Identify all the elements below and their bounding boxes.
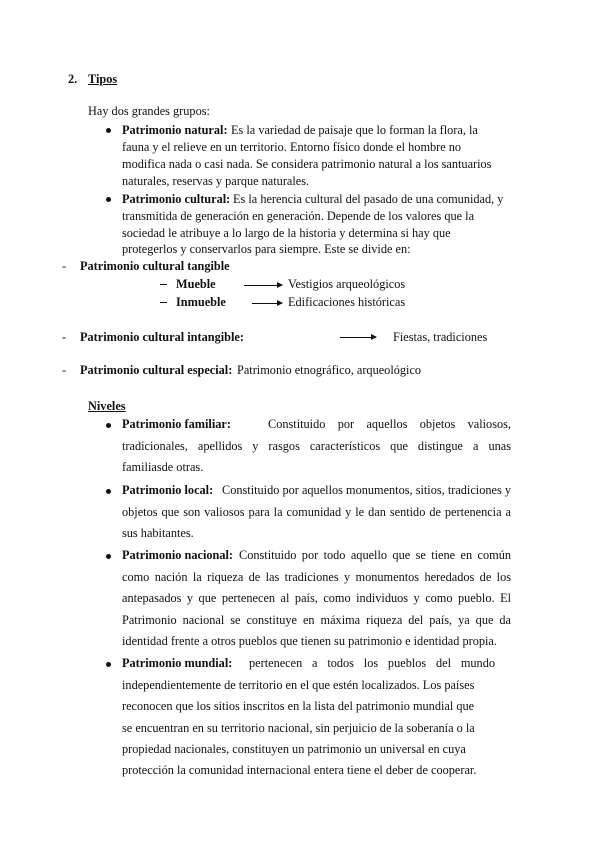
mundial-line: reconocen que los sitios inscritos en la lista del patrimonio mundial que	[122, 699, 475, 713]
dash-marker: -	[62, 363, 67, 377]
nacional-line: Constituido por todo aquello que se tiene en común	[239, 548, 511, 562]
familiar-line: familiasde otras.	[122, 460, 204, 474]
natural-line: fauna y el relieve en un territorio. Entorno físico donde el hombre no	[122, 140, 462, 154]
nacional-line: antepasados y que pertenecen al país, como individuos y como pueblo. El	[122, 591, 511, 605]
bullet-icon	[106, 554, 111, 559]
familiar-line: Constituido por aquellos objetos valiosos,	[268, 417, 511, 431]
arrow-right-icon	[340, 337, 376, 338]
bullet-icon	[106, 128, 111, 133]
dash-icon	[160, 302, 167, 303]
dash-icon	[160, 284, 167, 285]
local-line: sus habitantes.	[122, 526, 194, 540]
niveles-title: Niveles	[88, 399, 126, 413]
dash-marker: -	[62, 259, 67, 273]
natural-line: modifica nada o casi nada. Se considera patrimonio natural a los santuarios	[122, 157, 492, 171]
cultural-line: protegerlos y conservarlos para siempre. Este se divide en:	[122, 242, 411, 256]
local-line: Constituido por aquellos monumentos, sitios, tradiciones y	[222, 483, 511, 497]
tangible-term: Patrimonio cultural tangible	[80, 259, 230, 273]
intangible-value: Fiestas, tradiciones	[393, 330, 488, 344]
bullet-icon	[106, 423, 111, 428]
section-number: 2.	[68, 72, 78, 86]
bullet-icon	[106, 489, 111, 494]
mundial-line: se encuentran en su territorio nacional, sin perjuicio de la soberanía o la	[122, 721, 475, 735]
familiar-line: tradicionales, apellidos y rasgos característicos que distingue a unas	[122, 439, 511, 453]
cultural-line: sociedad le atribuye a lo largo de la historia y determina si hay que	[122, 226, 451, 240]
familiar-term: Patrimonio familiar:	[122, 417, 231, 431]
bullet-icon	[106, 662, 111, 667]
nacional-line: Patrimonio nacional se constituye en máxima riqueza del país, ya que da	[122, 613, 511, 627]
nacional-term: Patrimonio nacional:	[122, 548, 234, 562]
bullet-icon	[106, 197, 111, 202]
arrow-right-icon	[252, 303, 282, 304]
mundial-term: Patrimonio mundial:	[122, 656, 233, 670]
mundial-line: protección la comunidad internacional entera tiene el deber de cooperar.	[122, 763, 477, 777]
inmueble-value: Edificaciones históricas	[288, 295, 406, 309]
nacional-line: como nación la riqueza de las tradiciones y monumentos heredados de los	[122, 570, 511, 584]
intro-text: Hay dos grandes grupos:	[88, 104, 210, 118]
natural-line: naturales, reservas y parque naturales.	[122, 174, 310, 188]
mundial-line: independientemente de territorio en el que estén localizados. Los países	[122, 678, 475, 692]
arrow-right-icon	[244, 285, 282, 286]
local-line: objetos que son valiosos para la comunidad y le dan sentido de pertenencia a	[122, 505, 511, 519]
mundial-line: pertenecen a todos los pueblos del mundo	[249, 656, 495, 670]
especial-value: Patrimonio etnográfico, arqueológico	[237, 363, 422, 377]
nacional-line: identidad frente a otros pueblos que tienen su patrimonio e identidad propia.	[122, 634, 497, 648]
local-term: Patrimonio local:	[122, 483, 214, 497]
mueble-value: Vestigios arqueológicos	[288, 277, 406, 291]
especial-term: Patrimonio cultural especial:	[80, 363, 233, 377]
cultural-line: transmitida de generación en generación. Depende de los valores que la	[122, 209, 475, 223]
inmueble-label: Inmueble	[176, 295, 226, 309]
dash-marker: -	[62, 330, 67, 344]
mueble-label: Mueble	[176, 277, 216, 291]
intangible-term: Patrimonio cultural intangible:	[80, 330, 244, 344]
natural-term: Patrimonio natural:	[122, 123, 228, 137]
cultural-term: Patrimonio cultural:	[122, 192, 231, 206]
natural-line: Es la variedad de paisaje que lo forman la flora, la	[231, 123, 478, 137]
section-title: Tipos	[88, 72, 118, 86]
cultural-line: Es la herencia cultural del pasado de una comunidad, y	[233, 192, 504, 206]
mundial-line: propiedad nacionales, constituyen un patrimonio un universal en cuya	[122, 742, 466, 756]
